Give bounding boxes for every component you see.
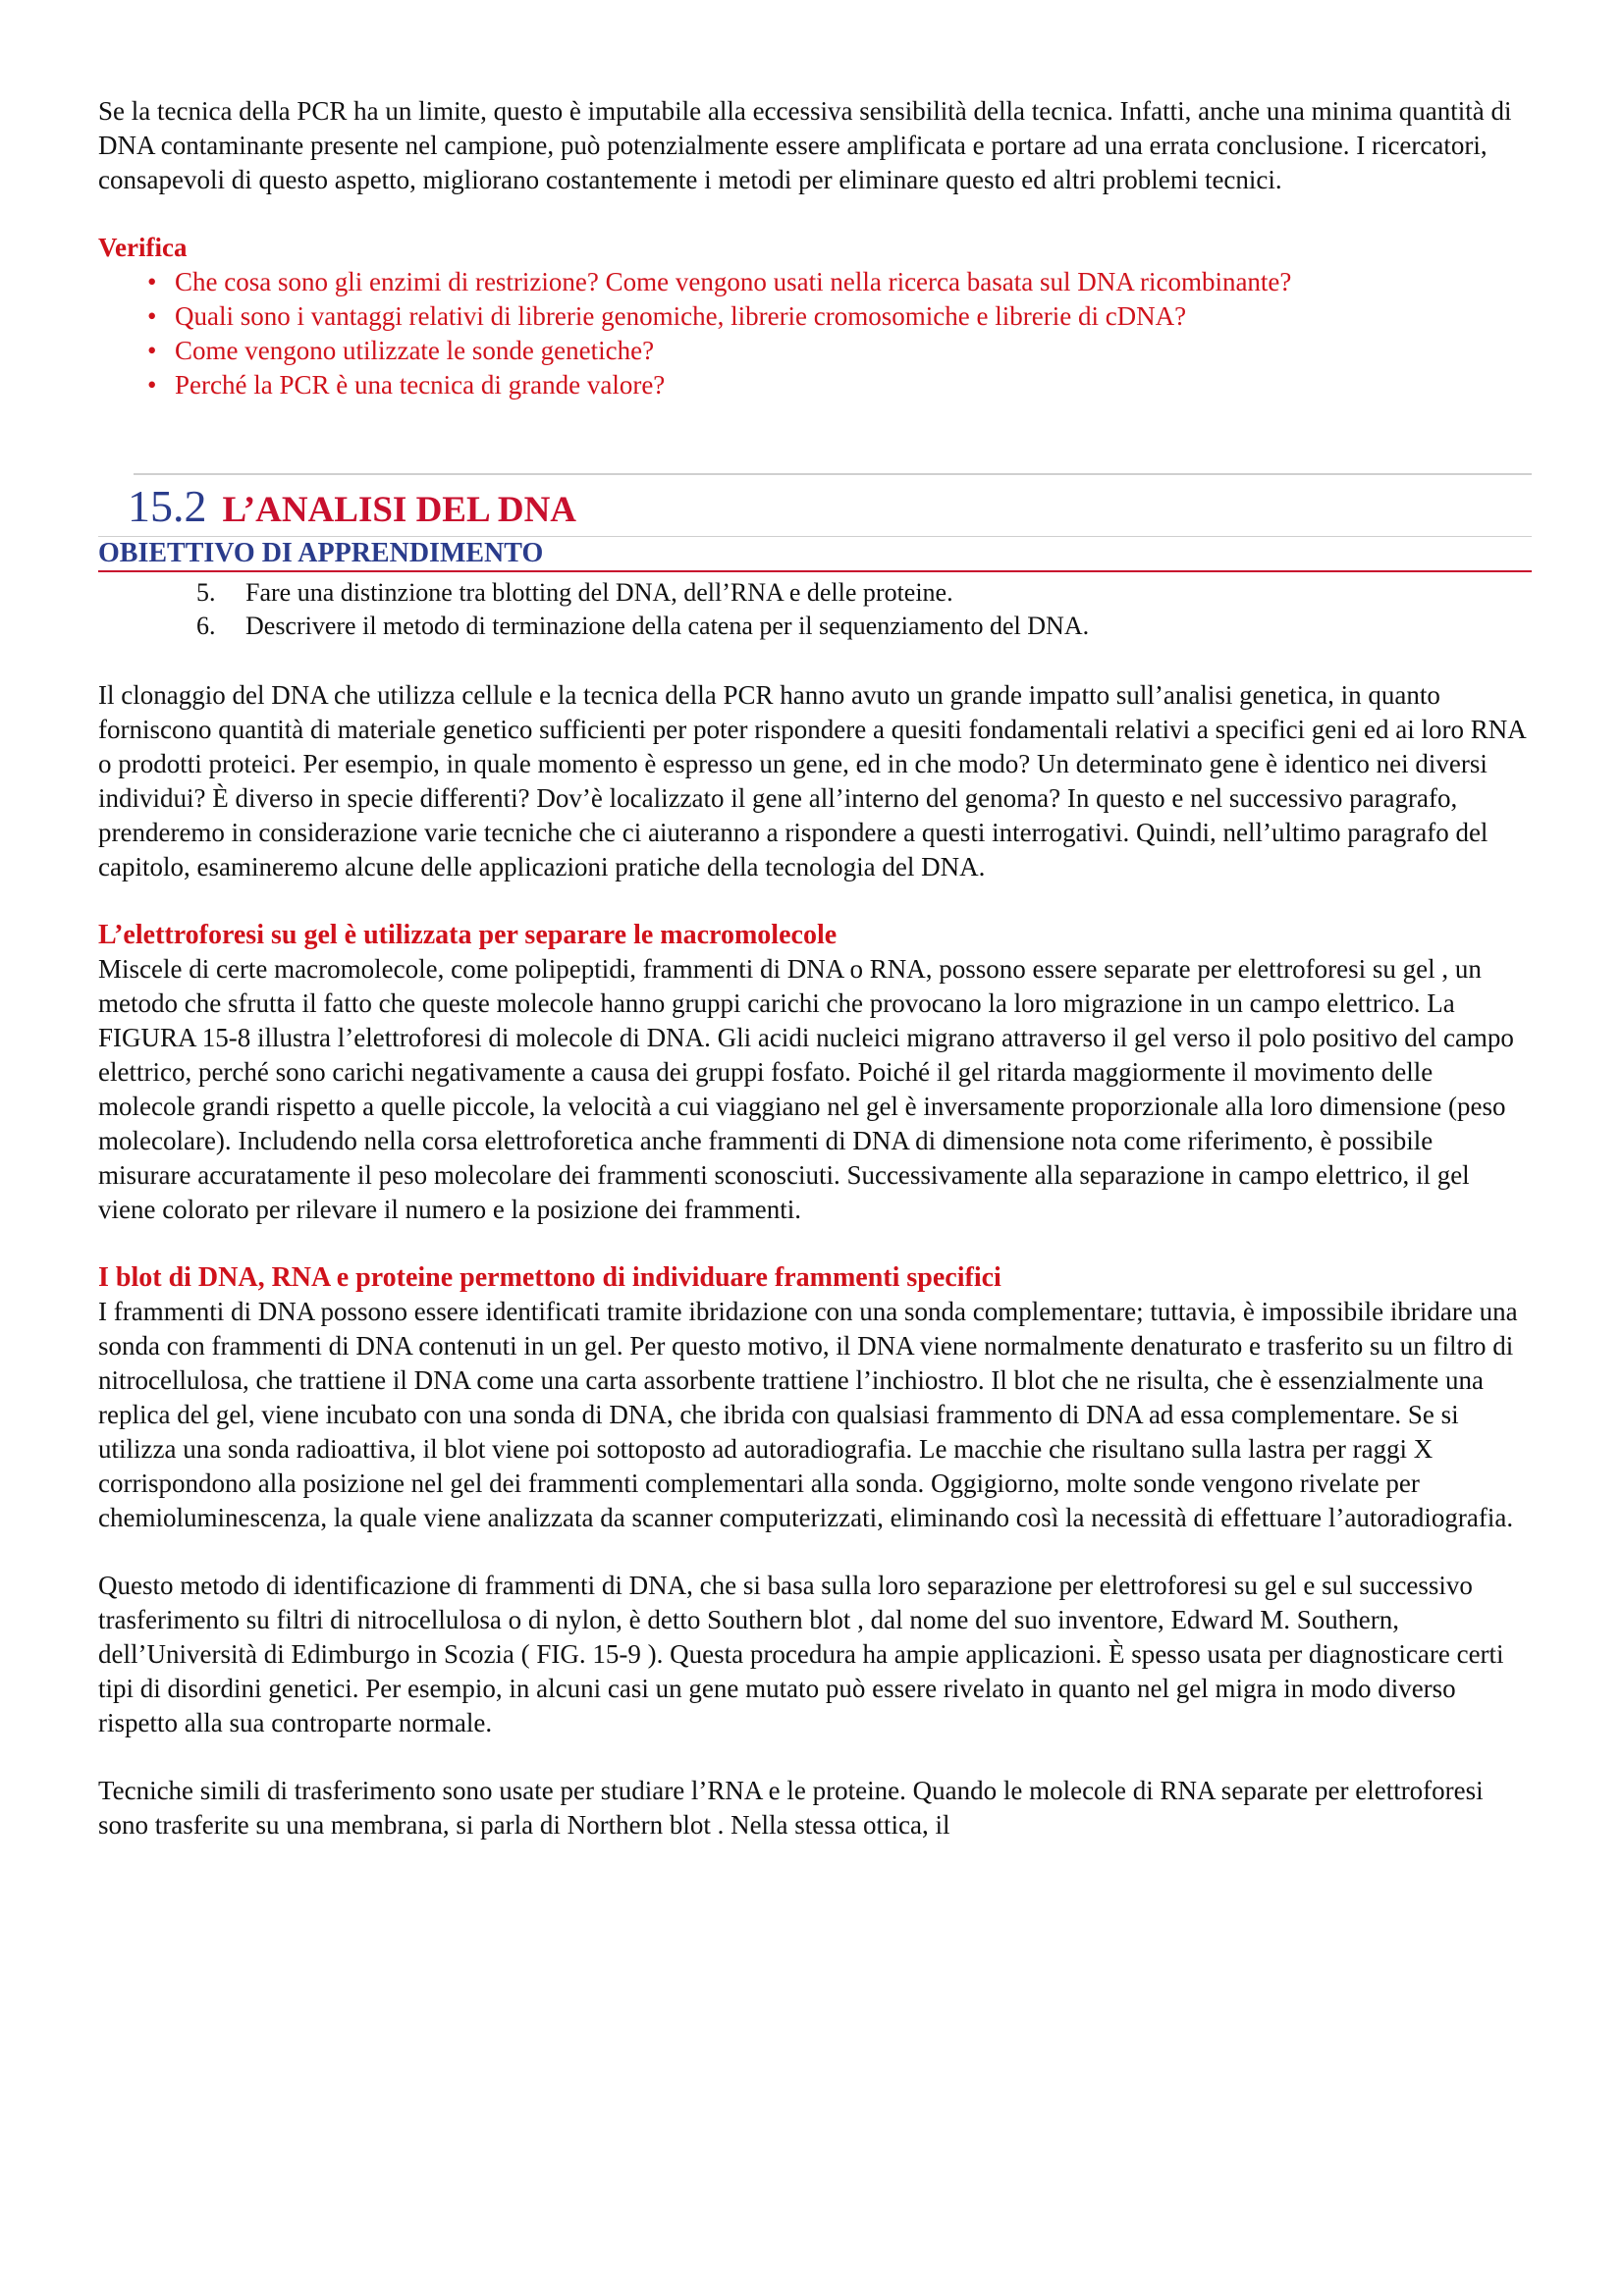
paragraph-northern: Tecniche simili di trasferimento sono usate per studiare l’RNA e le proteine. Quando le molecole di RNA separate per elettroforesi sono trasferite su una membrana, si parla di Northern blot . Nella stessa ottica, il	[98, 1776, 1484, 1840]
verifica-item: • Come vengono utilizzate le sonde genetiche?	[147, 334, 1532, 368]
subsection-gel-body: Miscele di certe macromolecole, come polipeptidi, frammenti di DNA o RNA, possono essere separate per elettroforesi su gel , un metodo che sfrutta il fatto che queste molecole hanno gruppi carichi che provocano la loro migrazione in un campo elettrico. La FIGURA 15-8 illustra l’elettroforesi di molecole di DNA. Gli acidi nucleici migrano attraverso il gel verso il polo positivo del campo elettrico, perché sono carichi negativamente a causa dei gruppi fosfato. Poiché il gel ritarda maggiormente il movimento delle molecole grandi rispetto a quelle piccole, la velocità a cui viaggiano nel gel è inversamente proporzionale alla loro dimensione (peso molecolare). Includendo nella corsa elettroforetica anche frammenti di DNA di dimensione nota come riferimento, è possibile misurare accuratamente il peso molecolare dei frammenti sconosciuti. Successivamente alla separazione in campo elettrico, il gel viene colorato per rilevare il numero e la posizione dei frammenti.	[98, 954, 1514, 1224]
verifica-box	[98, 231, 1532, 402]
spacer	[98, 402, 1532, 473]
verifica-list	[98, 265, 1532, 402]
bullet-icon: •	[147, 370, 157, 400]
paragraph-southern: Questo metodo di identificazione di frammenti di DNA, che si basa sulla loro separazione per elettroforesi su gel e sul successivo trasferimento su filtri di nitrocellulosa o di nylon, è detto Southern blot , dal nome del suo inventore, Edward M. Southern, dell’Università di Edimburgo in Scozia ( FIG. 15-9 ). Questa procedura ha ampie applicazioni. È spesso usata per diagnosticare certi tipi di disordini genetici. Per esempio, in alcuni casi un gene mutato può essere rivelato in quanto nel gel migra in modo diverso rispetto alla sua controparte normale.	[98, 1571, 1504, 1737]
section-heading	[98, 481, 1532, 536]
spacer	[98, 884, 1532, 918]
objectives-list	[98, 576, 1532, 643]
spacer	[98, 197, 1532, 231]
bullet-icon: •	[147, 301, 157, 331]
bullet-icon: •	[147, 267, 157, 296]
spacer	[98, 643, 1532, 678]
subsection-blot-title: I blot di DNA, RNA e proteine permettono di individuare frammenti specifici	[98, 1262, 1001, 1293]
objective-item	[196, 610, 1532, 643]
verifica-item: • Perché la PCR è una tecnica di grande valore?	[147, 368, 1532, 402]
section-number: 15.2	[128, 481, 207, 531]
objective-number: 5.	[196, 578, 216, 607]
verifica-item: • Quali sono i vantaggi relativi di librerie genomiche, librerie cromosomiche e librerie di cDNA?	[147, 299, 1532, 334]
section-top-divider	[134, 473, 1532, 475]
objective-text: Fare una distinzione tra blotting del DNA, dell’RNA e delle proteine.	[245, 578, 953, 607]
document-page	[98, 94, 1532, 1842]
intro-paragraph: Se la tecnica della PCR ha un limite, questo è imputabile alla eccessiva sensibilità della tecnica. Infatti, anche una minima quantità di DNA contaminante presente nel campione, può potenzialmente essere amplificata e portare ad una errata conclusione. I ricercatori, consapevoli di questo aspetto, migliorano costantemente i metodi per eliminare questo ed altri problemi tecnici.	[98, 96, 1512, 194]
objective-text: Descrivere il metodo di terminazione della catena per il sequenziamento del DNA.	[245, 612, 1090, 640]
objective-number: 6.	[196, 612, 216, 640]
subsection-gel-title: L’elettroforesi su gel è utilizzata per separare le macromolecole	[98, 920, 838, 950]
section-title: L’ANALISI DEL DNA	[222, 490, 577, 530]
objective-title: OBIETTIVO DI APPRENDIMENTO	[98, 538, 544, 568]
subsection-blot-body: I frammenti di DNA possono essere identificati tramite ibridazione con una sonda complementare; tuttavia, è impossibile ibridare una sonda con frammenti di DNA contenuti in un gel. Per questo motivo, il DNA viene normalmente denaturato e trasferito su un filtro di nitrocellulosa, che trattiene il DNA come una carta assorbente trattiene l’inchiostro. Il blot che ne risulta, che è essenzialmente una replica del gel, viene incubato con una sonda di DNA, che ibrida con qualsiasi frammento di DNA ad essa complementare. Se si utilizza una sonda radioattiva, il blot viene poi sottoposto ad autoradiografia. Le macchie che risultano sulla lastra per raggi X corrispondono alla posizione nel gel dei frammenti complementari alla sonda. Oggigiorno, molte sonde vengono rivelate per chemioluminescenza, la quale viene analizzata da scanner computerizzati, eliminando così la necessità di effettuare l’autoradiografia.	[98, 1297, 1518, 1532]
spacer	[98, 1227, 1532, 1260]
verifica-item: • Che cosa sono gli enzimi di restrizione? Come vengono usati nella ricerca basata sul DNA ricombinante?	[147, 265, 1532, 299]
spacer	[98, 1740, 1532, 1774]
spacer	[98, 1535, 1532, 1569]
objective-item	[196, 576, 1532, 610]
verifica-title: Verifica	[98, 233, 188, 262]
bullet-icon: •	[147, 336, 157, 365]
objective-red-divider	[98, 570, 1532, 572]
paragraph-cloning: Il clonaggio del DNA che utilizza cellule e la tecnica della PCR hanno avuto un grande impatto sull’analisi genetica, in quanto forniscono quantità di materiale genetico sufficienti per poter rispondere a quesiti fondamentali relativi a specifici geni ed ai loro RNA o prodotti proteici. Per esempio, in quale momento è espresso un gene, ed in che modo? Un determinato gene è identico nei diversi individui? È diverso in specie differenti? Dov’è localizzato il gene all’interno del genoma? In questo e nel successivo paragrafo, prenderemo in considerazione varie tecniche che ci aiuteranno a rispondere a questi interrogativi. Quindi, nell’ultimo paragrafo del capitolo, esamineremo alcune delle applicazioni pratiche della tecnologia del DNA.	[98, 680, 1526, 881]
